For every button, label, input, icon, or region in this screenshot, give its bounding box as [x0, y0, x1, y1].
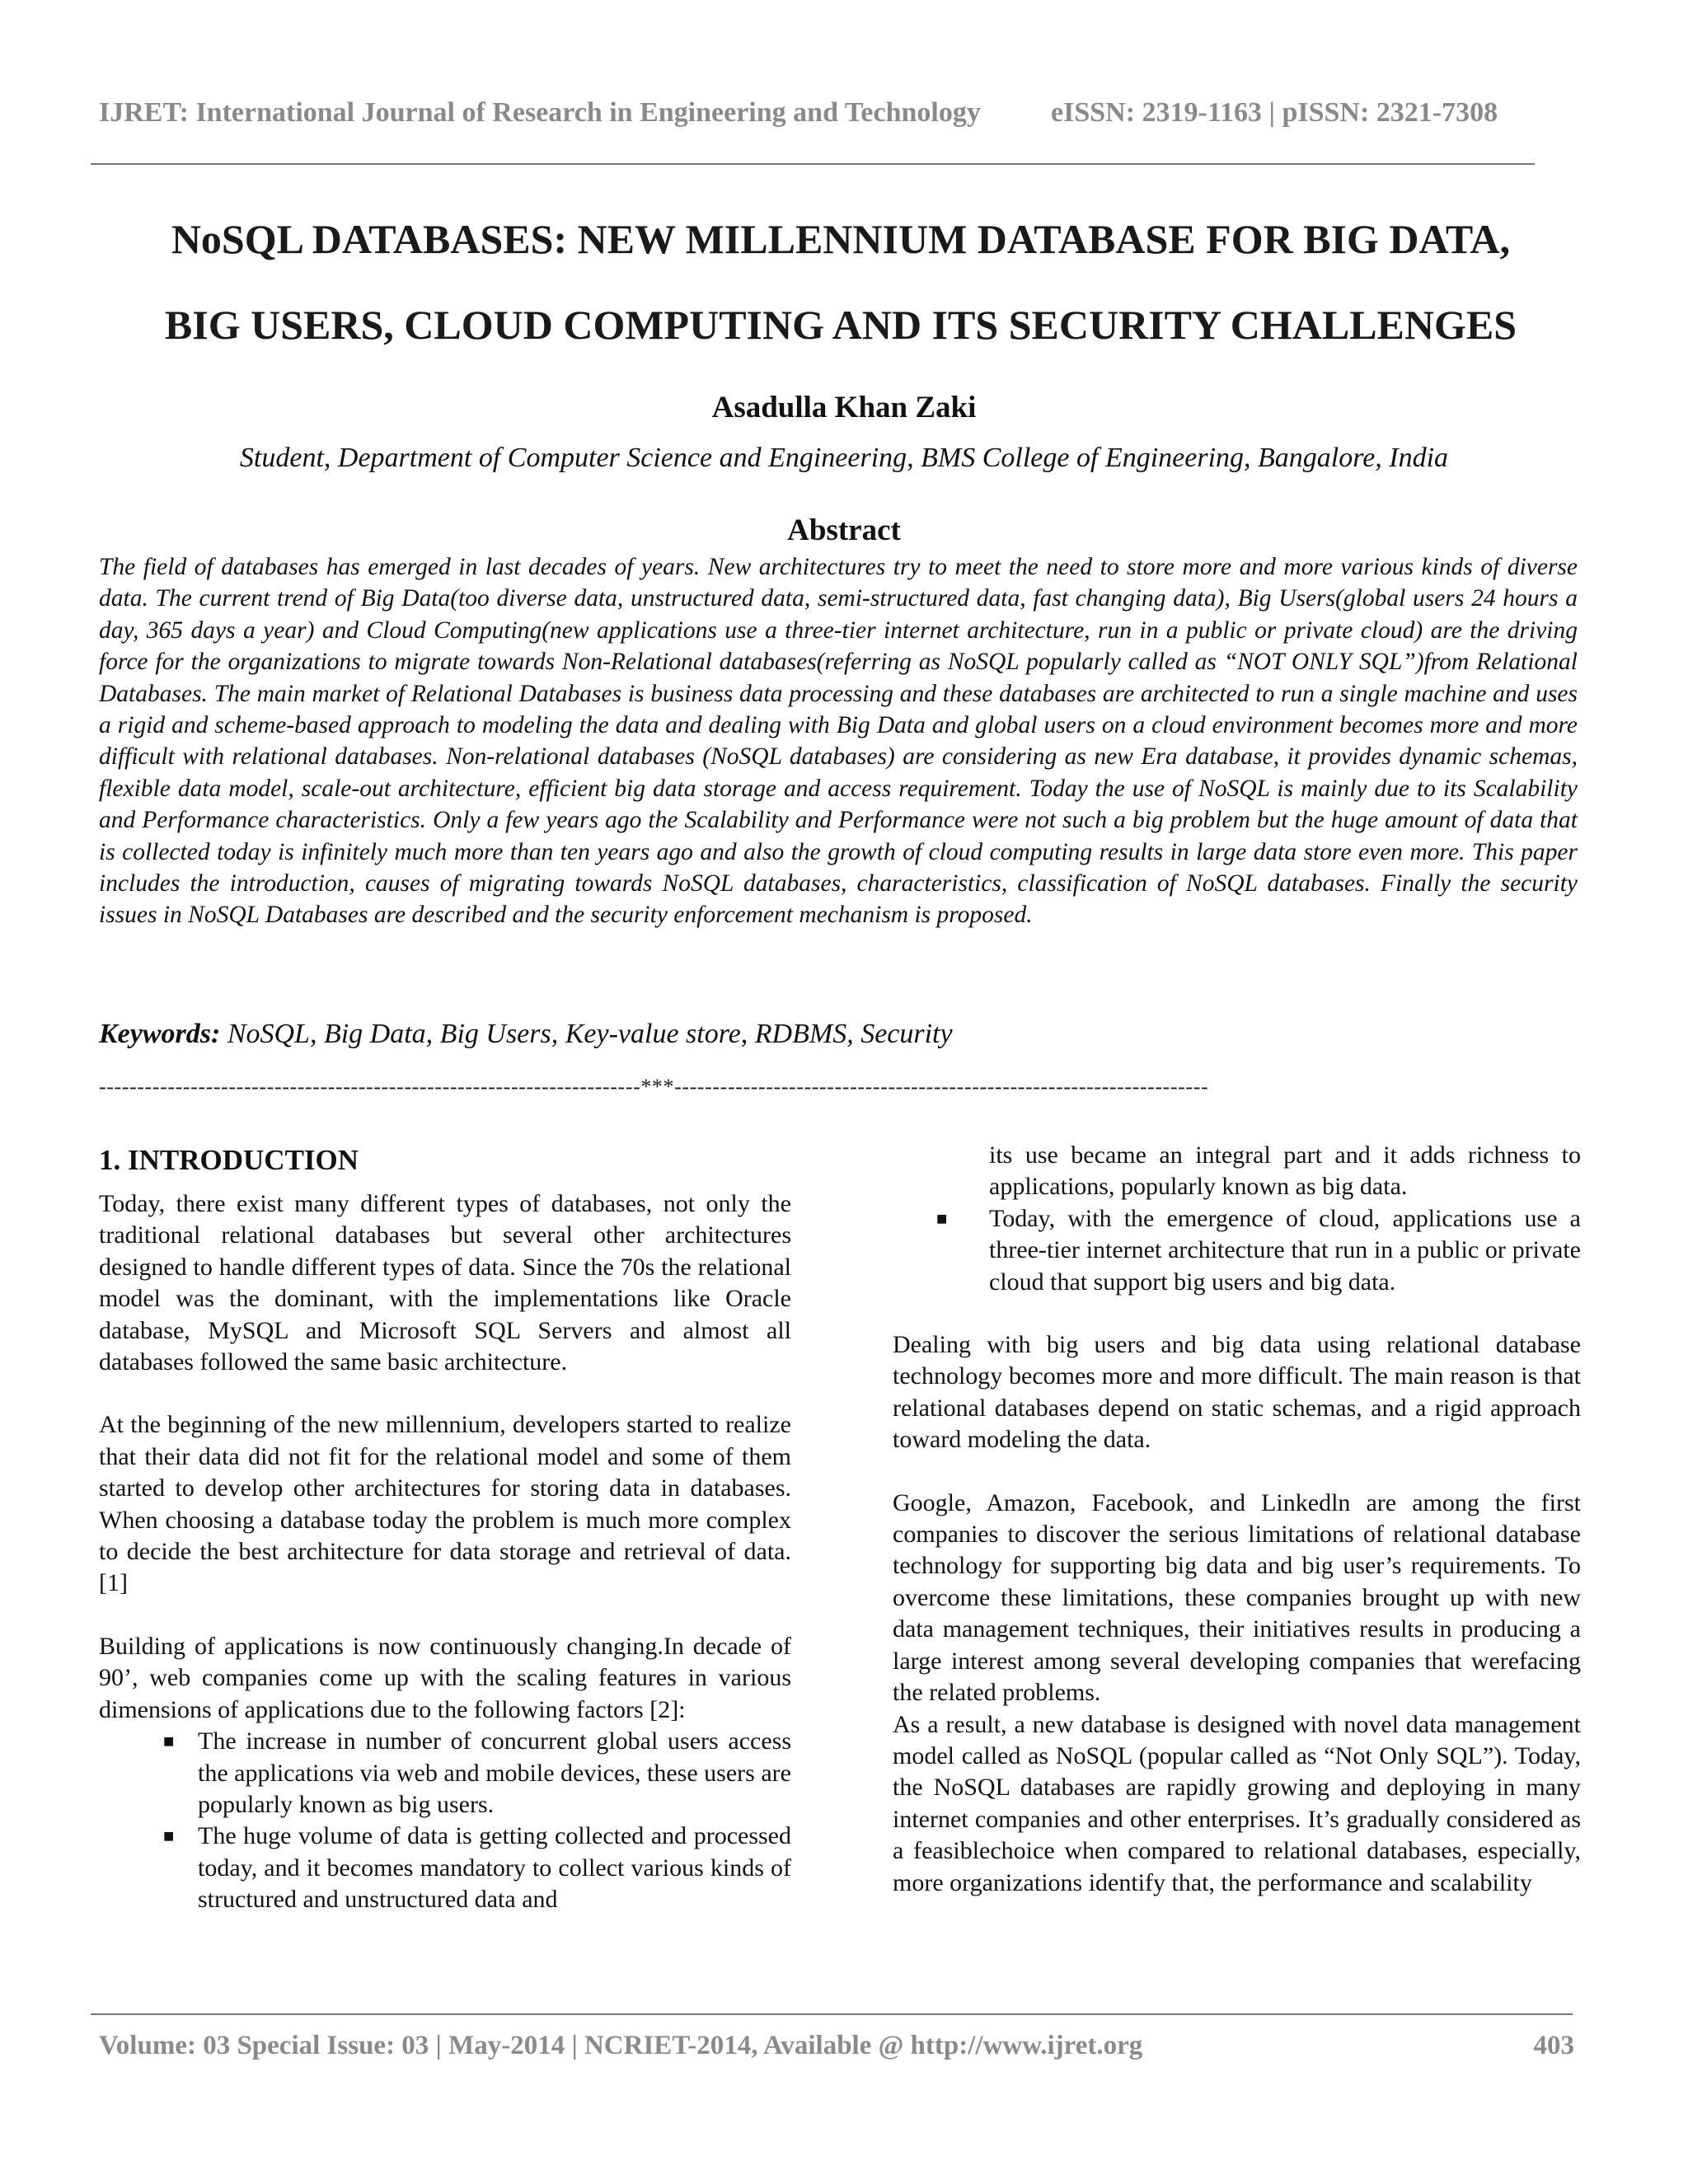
bullet-item-3 — [893, 1203, 1581, 1298]
bullet-item-1-text: The increase in number of concurrent global users access the applications via web and mobile devices, these users are popularly known as big users. — [198, 1727, 791, 1818]
bullet-square-icon: ■ — [163, 1731, 175, 1752]
abstract-text: The field of databases has emerged in last decades of years. New architectures try to meet the need to store more and more various kinds of diverse data. The current trend of Big Data(too diverse data, unstructured data, semi-structured data, fast changing data), Big Users(global users 24 hours a day, 365 days a year) and Cloud Computing(new applications use a three-tier internet architecture, run in a public or private cloud) are the driving force for the organizations to migrate towards Non-Relational databases(referring as NoSQL popularly called as “NOT ONLY SQL”)from Relational Databases. The main market of Relational Databases is business data processing and these databases are architected to run a single machine and uses a rigid and scheme-based approach to modeling the data and dealing with Big Data and global users on a cloud environment becomes more and more difficult with relational databases. Non-relational databases (NoSQL databases) are considering as new Era database, it provides dynamic schemas, flexible data model, scale-out architecture, efficient big data storage and access requirement. Today the use of NoSQL is mainly due to its Scalability and Performance characteristics. Only a few years ago the Scalability and Performance were not such a big problem but the huge amount of data that is collected today is infinitely much more than ten years ago and also the growth of cloud computing results in large data store even more. This paper includes the introduction, causes of migrating towards NoSQL databases, characteristics, classification of NoSQL databases. Finally the security issues in NoSQL Databases are described and the security enforcement mechanism is proposed. — [99, 554, 1578, 929]
author-affiliation: Student, Department of Computer Science and Engineering, BMS College of Engineering, Bangalore, India — [239, 443, 1449, 473]
keywords-list: NoSQL, Big Data, Big Users, Key-value store, RDBMS, Security — [227, 1019, 953, 1049]
abstract-heading: Abstract — [787, 513, 901, 547]
page-number: 403 — [1533, 2031, 1574, 2060]
bullet-item-2-text: The huge volume of data is getting collected and processed today, and it becomes mandatory to collect various kinds of structured and unstructured data and — [198, 1822, 791, 1914]
title-line-1: NoSQL DATABASES: NEW MILLENNIUM DATABASE FOR BIG DATA, — [171, 216, 1511, 262]
issn-numbers: eISSN: 2319-1163 | pISSN: 2321-7308 — [1051, 97, 1498, 128]
intro-paragraph-2: At the beginning of the new millennium, developers started to realize that their data did not fit for the relational model and some of them started to develop other architectures for storing data in databases. When choosing a database today the problem is much more complex to decide the best architecture for data storage and retrieval of data. [1] — [99, 1411, 791, 1597]
keywords-line — [99, 1019, 1578, 1050]
title-line-2: BIG USERS, CLOUD COMPUTING AND ITS SECURITY CHALLENGES — [164, 302, 1517, 348]
bullet-item-3-text: Today, with the emergence of cloud, applications use a three-tier internet architecture that run in a public or private cloud that support big users and big data. — [989, 1204, 1581, 1296]
section-heading-introduction: 1. INTRODUCTION — [99, 1144, 359, 1176]
intro-paragraph-5: Google, Amazon, Facebook, and Linkedln are among the first companies to discover the serious limitations of relational database technology for supporting big data and big user’s requirements. To overcome these limitations, these companies brought up with new data management techniques, their initiatives results in producing a large interest among several developing companies that werefacing the related problems. — [893, 1488, 1581, 1707]
intro-paragraph-1: Today, there exist many different types of databases, not only the traditional relational databases but several other architectures designed to handle different types of data. Since the 70s the relational model was the dominant, with the implementations like Oracle database, MySQL and Microsoft SQL Servers and almost all databases followed the same basic architecture. — [99, 1190, 791, 1376]
footer-rule — [91, 2013, 1573, 2015]
bullet-square-icon: ■ — [936, 1207, 948, 1229]
footer-citation: Volume: 03 Special Issue: 03 | May-2014 | NCRIET-2014, Available @ http://www.ijret.org — [99, 2031, 1143, 2060]
intro-paragraph-4: Dealing with big users and big data using relational database technology becomes more and more difficult. The main reason is that relational databases depend on static schemas, and a rigid approach toward modeling the data. — [893, 1331, 1581, 1454]
header-rule — [91, 163, 1535, 165]
intro-paragraph-3: Building of applications is now continuously changing.In decade of 90’, web companies come up with the scaling features in various dimensions of applications due to the following factors [2]: — [99, 1632, 791, 1723]
bullet-item-1 — [99, 1726, 791, 1821]
left-column — [99, 1144, 791, 1916]
journal-name: IJRET: International Journal of Research in Engineering and Technology — [99, 97, 981, 128]
bullet-item-2-continued: its use became an integral part and it adds richness to applications, popularly known as big data. — [989, 1141, 1581, 1201]
section-separator: -----------------------------------------------------------------------***---------------------------------------------------------------------- — [99, 1075, 1209, 1099]
right-column — [893, 1140, 1581, 1899]
intro-paragraph-6: As a result, a new database is designed with novel data management model called as NoSQL (popular called as “Not Only SQL”). Today, the NoSQL databases are rapidly growing and deploying in many internet companies and other enterprises. It’s gradually considered as a feasiblechoice when compared to relational databases, especially, more organizations identify that, the performance and scalability — [893, 1710, 1581, 1896]
running-footer — [99, 2031, 1574, 2069]
bullet-item-2 — [99, 1821, 791, 1915]
author-name: Asadulla Khan Zaki — [711, 391, 977, 424]
running-header — [99, 97, 1533, 138]
paper-title — [91, 196, 1591, 368]
bullet-square-icon: ■ — [163, 1825, 175, 1847]
keywords-label: Keywords: — [99, 1019, 221, 1049]
